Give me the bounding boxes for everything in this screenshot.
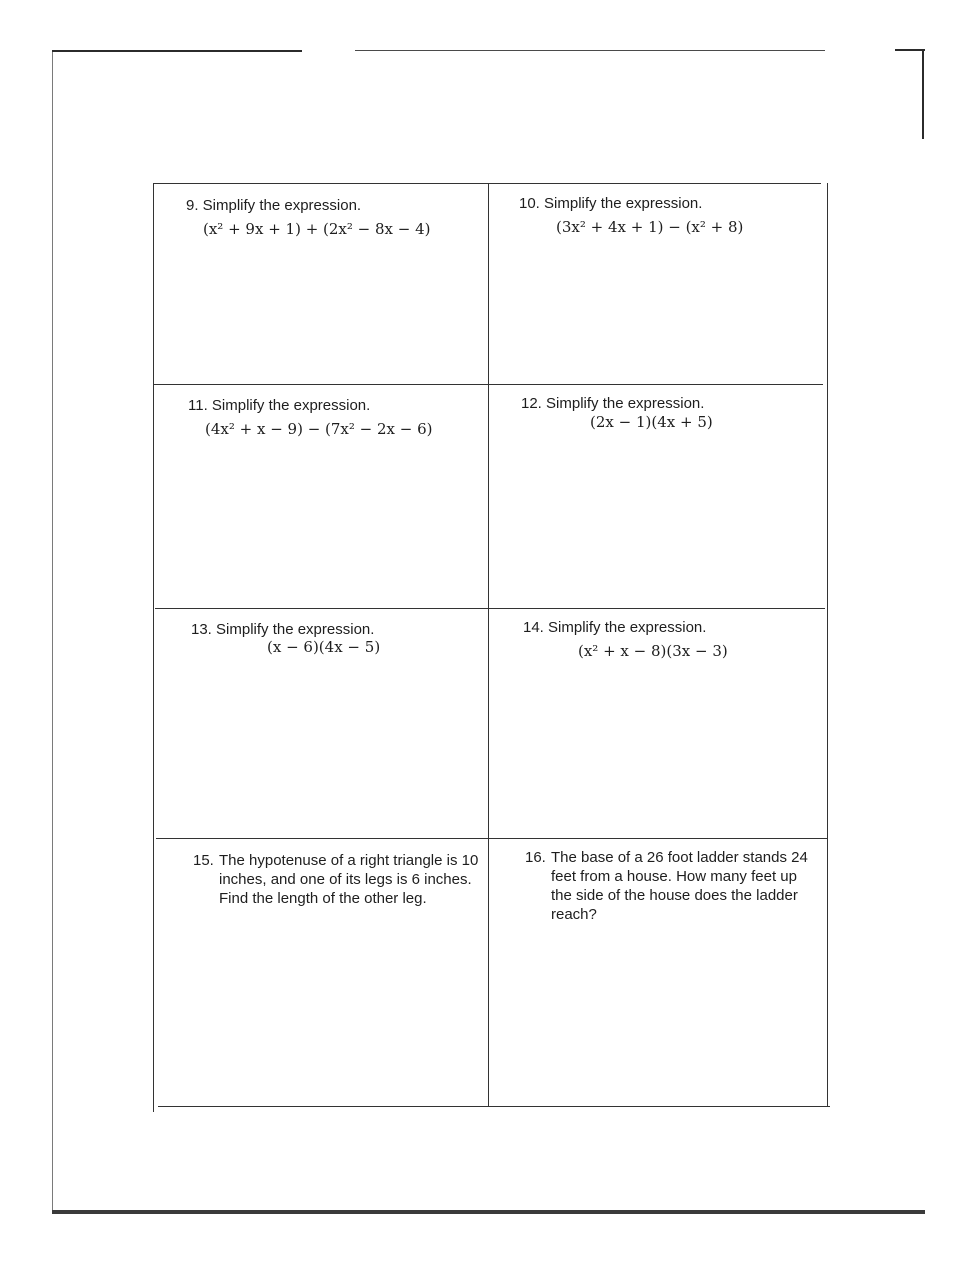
question-13-prompt: 13. Simplify the expression. bbox=[191, 621, 375, 638]
question-12-expression: (2x − 1)(4x + 5) bbox=[590, 413, 713, 431]
question-9-expression: (x² + 9x + 1) + (2x² − 8x − 4) bbox=[203, 220, 431, 238]
grid-divider-middle bbox=[488, 183, 489, 1107]
question-11-prompt: 11. Simplify the expression. bbox=[188, 397, 371, 414]
grid-row-divider bbox=[155, 608, 825, 609]
paper-edge-bottom bbox=[52, 1210, 925, 1214]
question-10-prompt: 10. Simplify the expression. bbox=[519, 195, 703, 212]
question-16-text: The base of a 26 foot ladder stands 24 feet from a house. How many feet up the side of the house does the ladder reach? bbox=[551, 849, 808, 923]
paper-edge-top bbox=[895, 49, 925, 51]
grid-border-left bbox=[153, 183, 154, 1112]
paper-edge-top bbox=[355, 50, 825, 51]
question-9-prompt: 9. Simplify the expression. bbox=[186, 197, 362, 214]
paper-edge-left bbox=[52, 52, 53, 1212]
grid-border-bottom bbox=[158, 1106, 830, 1107]
grid-row-divider bbox=[153, 384, 823, 385]
question-14-expression: (x² + x − 8)(3x − 3) bbox=[578, 642, 728, 660]
question-13-expression: (x − 6)(4x − 5) bbox=[267, 638, 381, 656]
question-11-expression: (4x² + x − 9) − (7x² − 2x − 6) bbox=[205, 420, 433, 438]
grid-border-top bbox=[153, 183, 821, 184]
paper-edge-top bbox=[52, 50, 302, 52]
question-15-text: The hypotenuse of a right triangle is 10 inches, and one of its legs is 6 inches. Find the length of the other leg. bbox=[219, 852, 479, 907]
question-15 bbox=[193, 851, 483, 908]
paper-edge-right bbox=[922, 49, 924, 139]
question-12-prompt: 12. Simplify the expression. bbox=[521, 395, 705, 412]
question-14-prompt: 14. Simplify the expression. bbox=[523, 619, 707, 636]
question-15-number: 15. bbox=[193, 852, 214, 869]
grid-row-divider bbox=[156, 838, 827, 839]
grid-border-right bbox=[827, 183, 828, 1106]
question-16 bbox=[525, 848, 820, 924]
question-16-number: 16. bbox=[525, 849, 546, 866]
question-10-expression: (3x² + 4x + 1) − (x² + 8) bbox=[556, 218, 744, 236]
